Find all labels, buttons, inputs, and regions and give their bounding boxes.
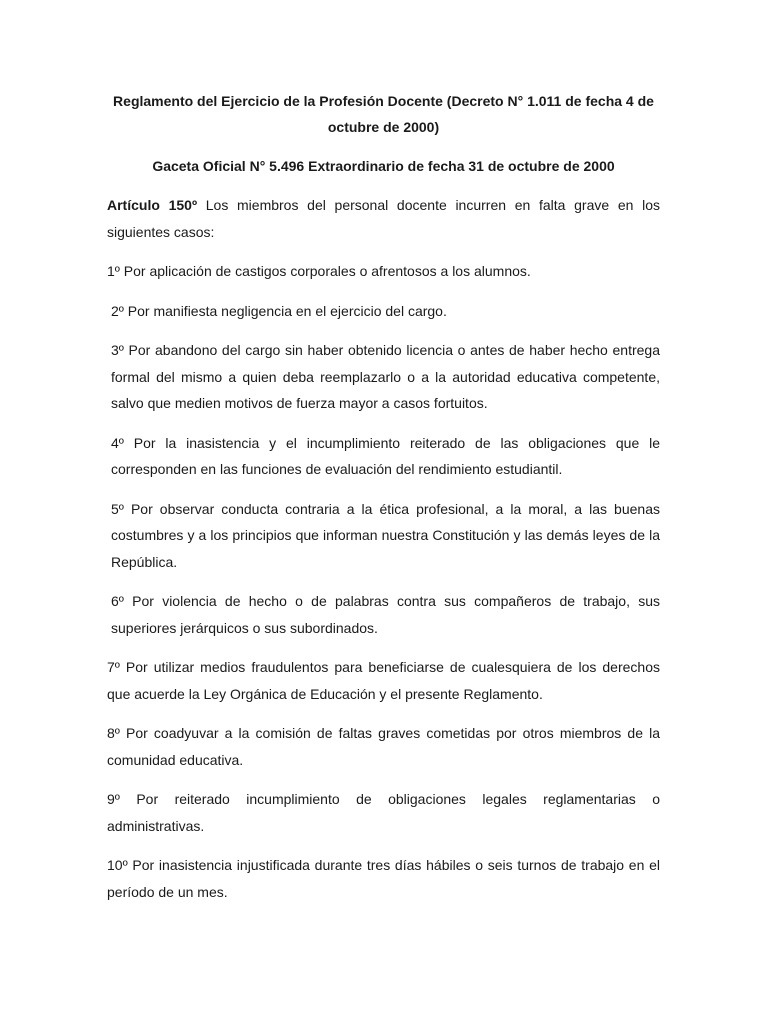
document-title: Reglamento del Ejercicio de la Profesión Docente (Decreto N° 1.011 de fecha 4 de octubre de 2000): [113, 93, 654, 135]
list-item: 6º Por violencia de hecho o de palabras contra sus compañeros de trabajo, sus superiores jerárquicos o sus subordinados.: [111, 593, 660, 636]
list-item: 10º Por inasistencia injustificada durante tres días hábiles o seis turnos de trabajo en el período de un mes.: [107, 857, 660, 900]
article-label: Artículo 150º: [107, 197, 198, 213]
list-item: 1º Por aplicación de castigos corporales o afrentosos a los alumnos.: [107, 263, 531, 279]
list-item: 3º Por abandono del cargo sin haber obtenido licencia o antes de haber hecho entrega formal del mismo a quien deba reemplazarlo o a la autoridad educativa competente, salvo que medien motivos de fuerza mayor a casos fortuitos.: [111, 342, 660, 411]
list-item: 4º Por la inasistencia y el incumplimiento reiterado de las obligaciones que le corresponden en las funciones de evaluación del rendimiento estudiantil.: [111, 434, 660, 477]
article-text: Los miembros del personal docente incurren en falta grave en los siguientes casos:: [107, 197, 660, 240]
list-item: 7º Por utilizar medios fraudulentos para beneficiarse de cualesquiera de los derechos que acuerde la Ley Orgánica de Educación y el presente Reglamento.: [107, 659, 660, 702]
list-item: 2º Por manifiesta negligencia en el ejercicio del cargo.: [111, 302, 447, 319]
list-item: 9º Por reiterado incumplimiento de obligaciones legales reglamentarias o administrativas.: [107, 791, 660, 834]
list-item: 8º Por coadyuvar a la comisión de faltas graves cometidas por otros miembros de la comunidad educativa.: [107, 725, 660, 768]
article-intro: [107, 192, 660, 245]
list-item: 5º Por observar conducta contraria a la ética profesional, a la moral, a las buenas costumbres y a los principios que informan nuestra Constitución y las demás leyes de la República.: [111, 500, 660, 570]
document-subtitle: Gaceta Oficial N° 5.496 Extraordinario de fecha 31 de octubre de 2000: [152, 158, 615, 174]
document-content: [107, 88, 660, 905]
